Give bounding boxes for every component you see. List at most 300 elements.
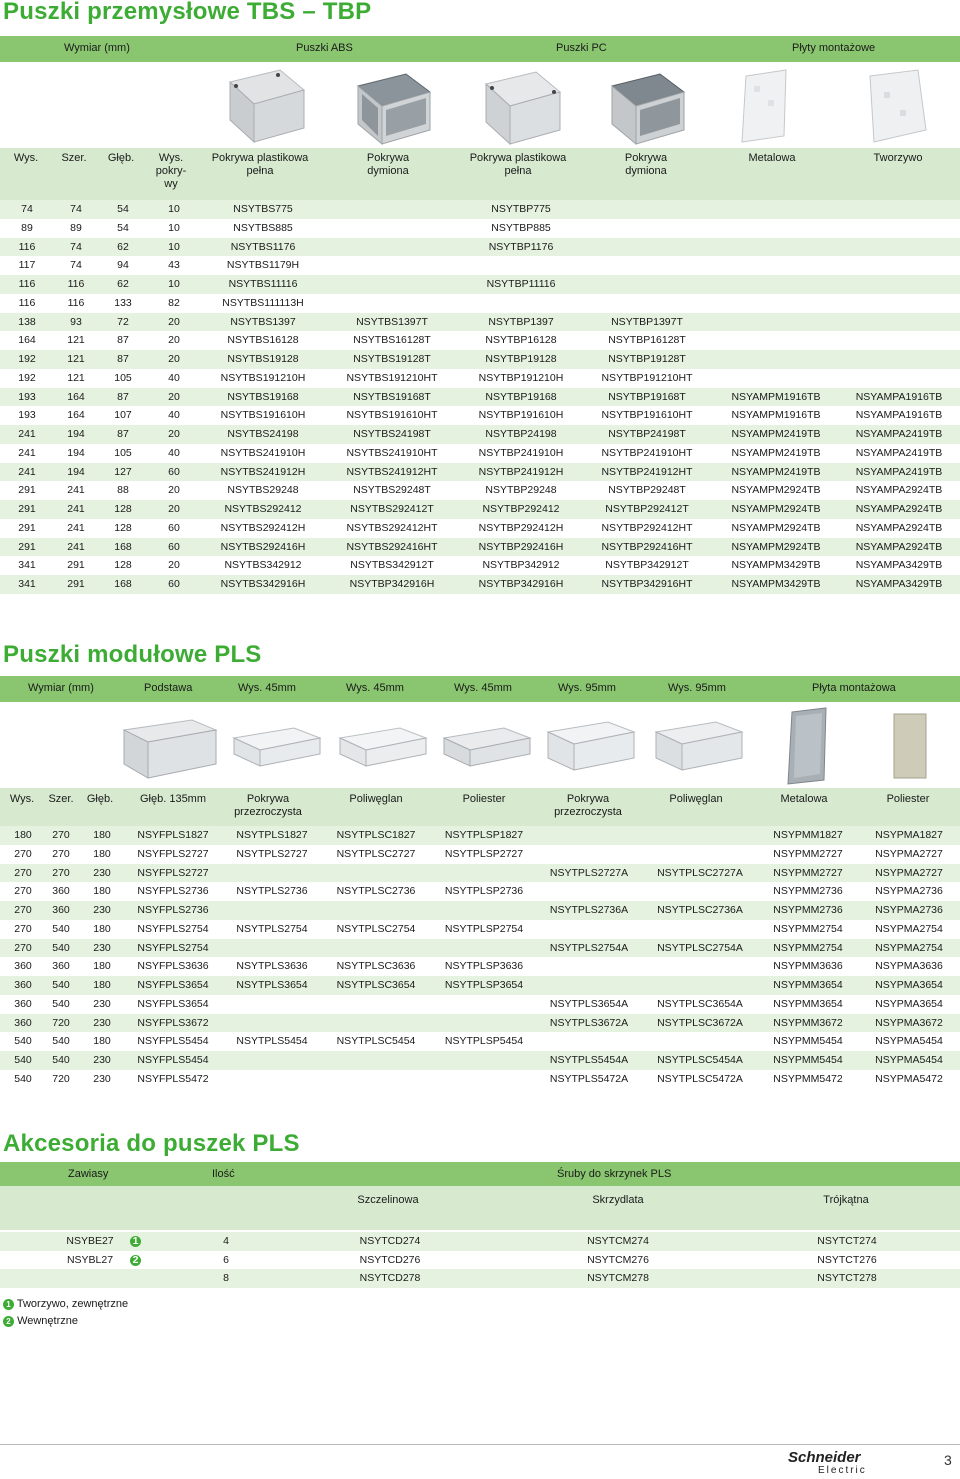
table-cell: NSYFPLS2754 xyxy=(137,922,209,935)
table-cell: 121 xyxy=(67,334,85,347)
note-text: Wewnętrzne xyxy=(17,1315,78,1327)
bar-label: Wys. 95mm xyxy=(558,682,616,694)
table-cell: NSYTBP19128 xyxy=(485,353,557,365)
pls-lid-polyester-image xyxy=(444,728,530,766)
table-cell: NSYTBS292412 xyxy=(224,503,302,515)
page-number: 3 xyxy=(944,1452,952,1468)
table-cell: NSYTBP292416H xyxy=(478,540,564,553)
pls-images-svg xyxy=(0,706,960,786)
table-cell: NSYPMM3654 xyxy=(773,997,843,1010)
table-cell: 241 xyxy=(67,521,85,534)
table-cell: 89 xyxy=(70,221,82,234)
number-badge-icon: 1 xyxy=(3,1299,14,1310)
table-cell: NSYTBS29248 xyxy=(227,484,299,497)
table-cell: 74 xyxy=(70,259,82,272)
table-cell: NSYBL27 xyxy=(66,1253,114,1266)
table-cell: NSYAMPA3429TB xyxy=(855,559,943,572)
pls-header-bar xyxy=(0,676,960,702)
table-cell: 168 xyxy=(114,578,132,590)
col-header: Szczelinowa xyxy=(357,1194,419,1206)
table-cell: 20 xyxy=(168,484,180,497)
table-cell: 10 xyxy=(168,240,180,253)
table-cell: 20 xyxy=(168,503,180,515)
table-row xyxy=(0,350,960,369)
table-cell: 230 xyxy=(93,1016,111,1029)
table-cell: NSYPMA2736 xyxy=(875,885,943,898)
bar-label: Wys. 45mm xyxy=(346,682,404,694)
bar-label: Puszki PC xyxy=(556,42,607,54)
table-cell: NSYPMA2727 xyxy=(875,866,943,879)
table-cell: NSYTBP292412HT xyxy=(601,521,693,534)
table-cell: 360 xyxy=(52,904,70,916)
table-cell: NSYTBP1176 xyxy=(488,240,554,253)
table-cell: 540 xyxy=(52,941,70,954)
table-row xyxy=(0,256,960,275)
col-header: Skrzydlata xyxy=(592,1194,644,1206)
table-cell: NSYPMM1827 xyxy=(773,829,843,841)
table-row xyxy=(0,1251,960,1270)
abs-smoked-box-image xyxy=(358,74,430,144)
table-cell: 720 xyxy=(52,1072,70,1085)
table-cell: NSYTPLSC3636 xyxy=(336,960,416,973)
table-cell: 128 xyxy=(114,503,132,515)
table-row xyxy=(0,275,960,294)
table-cell: NSYTBP1397T xyxy=(611,315,683,328)
table-cell: 291 xyxy=(18,521,36,534)
table-cell: NSYTBS292412H xyxy=(220,521,306,534)
table-row xyxy=(0,388,960,407)
table-cell: NSYTBS16128 xyxy=(227,334,299,347)
acc-title: Akcesoria do puszek PLS xyxy=(3,1130,300,1157)
table-cell: 540 xyxy=(14,1072,32,1085)
table-cell: NSYTPLSP2754 xyxy=(444,922,524,935)
bar-label: Płyty montażowe xyxy=(792,42,876,54)
note-item xyxy=(3,1313,128,1330)
col-header: Wys. xyxy=(9,793,35,805)
table-cell: 241 xyxy=(67,484,85,497)
table-cell: 74 xyxy=(70,203,82,215)
bar-label: Puszki ABS xyxy=(296,42,353,54)
table-cell: 241 xyxy=(67,503,85,515)
table-cell: 230 xyxy=(93,866,111,879)
col-header: Poliwęglan xyxy=(669,793,723,805)
bar-label: Wymiar (mm) xyxy=(64,42,130,54)
table-cell: 168 xyxy=(114,540,132,553)
table-cell: 192 xyxy=(18,371,36,384)
table-cell: NSYTBP342912T xyxy=(605,559,689,572)
table-cell: NSYBE27 xyxy=(66,1235,114,1247)
table-cell: NSYTPLS2736A xyxy=(549,904,629,916)
table-cell: NSYTBS19128 xyxy=(227,353,299,365)
table-cell: NSYTBS29248T xyxy=(353,484,431,497)
pls-column-headers xyxy=(0,788,960,826)
table-cell: 540 xyxy=(52,979,70,991)
table-cell: NSYTBS1397T xyxy=(356,315,428,328)
table-row xyxy=(0,481,960,500)
table-cell: NSYPMA3672 xyxy=(875,1016,943,1029)
table-cell: NSYTPLSP1827 xyxy=(444,829,524,841)
table-cell: NSYTBP342916H xyxy=(349,578,435,590)
table-cell: 164 xyxy=(18,334,36,347)
table-cell: NSYTBS241912H xyxy=(220,465,306,478)
table-cell: 360 xyxy=(14,997,32,1010)
table-cell: 180 xyxy=(93,960,111,973)
table-cell: 107 xyxy=(114,409,132,422)
table-cell: 54 xyxy=(117,203,129,215)
table-row xyxy=(0,1070,960,1089)
table-cell: 74 xyxy=(21,203,33,215)
table-cell: NSYPMM5454 xyxy=(773,1054,843,1066)
table-cell: NSYTBP292412H xyxy=(478,521,564,534)
table-cell: NSYAMPM2419TB xyxy=(731,446,821,459)
table-cell: 230 xyxy=(93,1072,111,1085)
table-cell: 180 xyxy=(93,922,111,935)
table-cell: NSYTPLSC5454A xyxy=(657,1054,743,1066)
tbs-title: Puszki przemysłowe TBS – TBP xyxy=(3,0,372,25)
table-cell: 291 xyxy=(18,503,36,515)
table-row xyxy=(0,864,960,883)
table-cell: 194 xyxy=(67,465,85,478)
table-cell: 540 xyxy=(52,997,70,1010)
table-cell: NSYTBP16128 xyxy=(485,334,557,347)
table-cell: NSYTCD274 xyxy=(359,1235,421,1247)
table-cell: NSYAMPA2419TB xyxy=(855,428,943,440)
table-cell: NSYTPLSP3636 xyxy=(444,960,524,973)
table-cell: 88 xyxy=(117,484,129,497)
table-cell: NSYTBS19128T xyxy=(353,353,431,365)
pls-table xyxy=(0,826,960,1089)
table-cell: 540 xyxy=(52,922,70,935)
table-row xyxy=(0,995,960,1014)
pls-lid-transparent-image xyxy=(234,728,320,766)
table-row xyxy=(0,444,960,463)
table-cell: NSYTCM274 xyxy=(587,1235,649,1247)
table-cell: NSYTBP241912HT xyxy=(601,465,693,478)
bar-label: Śruby do skrzynek PLS xyxy=(557,1168,672,1180)
table-cell: NSYPMA3654 xyxy=(875,997,943,1010)
table-cell: 20 xyxy=(168,428,180,440)
bar-label: Podstawa xyxy=(144,682,193,694)
table-cell: 270 xyxy=(14,866,32,879)
table-cell: NSYTBS191210H xyxy=(220,371,306,384)
table-cell: NSYPMA2736 xyxy=(875,904,943,916)
table-cell: NSYTBP19168 xyxy=(485,390,557,403)
table-cell: NSYAMPA2924TB xyxy=(855,503,943,515)
table-row xyxy=(0,826,960,845)
table-cell: NSYAMPM3429TB xyxy=(731,559,821,572)
table-cell: 60 xyxy=(168,521,180,534)
table-cell: 180 xyxy=(93,979,111,991)
table-cell: 87 xyxy=(117,390,129,403)
table-cell: NSYTBP775 xyxy=(491,203,551,215)
note-text: Tworzywo, zewnętrzne xyxy=(16,1298,129,1310)
table-cell: NSYTPLS2754 xyxy=(236,922,308,935)
table-cell: NSYTBP191610H xyxy=(478,409,564,422)
table-cell: NSYTBP342912 xyxy=(482,559,560,572)
table-cell: 62 xyxy=(117,278,129,290)
table-cell: NSYTPLSP5454 xyxy=(444,1035,524,1048)
col-header: Wys. pokry- wy xyxy=(155,152,187,190)
table-cell: 540 xyxy=(14,1035,32,1048)
table-cell: 180 xyxy=(93,847,111,860)
table-cell: 193 xyxy=(18,390,36,403)
table-cell: 20 xyxy=(168,559,180,572)
table-row xyxy=(0,1051,960,1070)
col-header: Pokrywa dymiona xyxy=(624,152,668,177)
table-cell: NSYFPLS2736 xyxy=(137,885,209,898)
table-cell: NSYFPLS3654 xyxy=(137,997,209,1010)
table-cell: 10 xyxy=(168,278,180,290)
table-cell: 540 xyxy=(14,1054,32,1066)
plastic-plate-image xyxy=(870,70,926,142)
table-cell: NSYTPLS3654A xyxy=(549,997,629,1010)
col-header: Pokrywa plastikowa pełna xyxy=(469,152,567,177)
table-cell: 116 xyxy=(67,278,85,290)
table-cell: 116 xyxy=(67,296,85,309)
table-cell: NSYTCD276 xyxy=(359,1253,421,1266)
table-cell: 194 xyxy=(67,428,85,440)
pls-lid95-pc-image xyxy=(656,722,742,770)
table-cell: NSYAMPA2419TB xyxy=(855,465,943,478)
table-cell: NSYTPLS2754A xyxy=(549,941,629,954)
pls-lid95-transparent-image xyxy=(548,722,634,770)
acc-header-bar xyxy=(0,1162,960,1186)
table-cell: NSYTPLSP2727 xyxy=(444,847,524,860)
table-cell: NSYPMM2754 xyxy=(773,922,843,935)
table-cell: 87 xyxy=(117,334,129,347)
table-cell: 4 xyxy=(223,1235,229,1247)
table-cell: 180 xyxy=(93,885,111,898)
table-cell: NSYTPLS3636 xyxy=(236,960,308,973)
table-cell: NSYPMA5454 xyxy=(875,1054,943,1066)
table-cell: 40 xyxy=(168,409,180,422)
table-cell: NSYTPLSC2754 xyxy=(336,922,416,935)
table-cell: NSYTBS1397 xyxy=(230,315,296,328)
table-cell: NSYPMA2754 xyxy=(875,922,943,935)
table-row xyxy=(0,556,960,575)
table-cell: NSYFPLS5454 xyxy=(137,1054,209,1066)
number-badge-icon: 2 xyxy=(3,1316,14,1327)
table-row xyxy=(0,331,960,350)
table-cell: 270 xyxy=(14,885,32,898)
table-cell: NSYTBP29248 xyxy=(485,484,557,497)
table-row xyxy=(0,1269,960,1288)
table-cell: NSYPMA1827 xyxy=(875,829,943,841)
table-cell: 116 xyxy=(18,278,36,290)
table-cell: 6 xyxy=(223,1253,229,1266)
table-cell: NSYPMM5454 xyxy=(773,1035,843,1048)
pls-lid-pc-image xyxy=(340,728,426,766)
table-cell: NSYTBP16128T xyxy=(608,334,686,347)
table-row xyxy=(0,1232,960,1251)
table-cell: NSYTPLSC5454 xyxy=(336,1035,416,1048)
table-cell: NSYTBP191610HT xyxy=(601,409,693,422)
table-cell: 72 xyxy=(117,315,129,328)
tbs-product-images xyxy=(0,66,960,146)
number-badge-icon: 1 xyxy=(130,1236,141,1247)
table-row xyxy=(0,463,960,482)
bar-label: Ilość xyxy=(212,1168,235,1180)
table-cell: NSYTBS292416HT xyxy=(346,540,438,553)
table-cell: 194 xyxy=(67,446,85,459)
bar-label: Wys. 45mm xyxy=(238,682,296,694)
table-cell: NSYTPLS5454A xyxy=(549,1054,629,1066)
footer-divider xyxy=(0,1444,960,1445)
table-cell: NSYTBP24198T xyxy=(608,428,686,440)
bar-label: Wymiar (mm) xyxy=(28,682,94,694)
table-cell: NSYAMPA1916TB xyxy=(855,409,943,422)
table-cell: NSYAMPM3429TB xyxy=(731,578,821,590)
table-cell: NSYTPLSC2754A xyxy=(657,941,743,954)
table-cell: NSYAMPA2924TB xyxy=(855,484,943,497)
table-cell: NSYTPLS2727 xyxy=(236,847,308,860)
table-cell: NSYPMA5472 xyxy=(875,1072,943,1085)
table-cell: NSYTCD278 xyxy=(359,1272,421,1284)
table-cell: 133 xyxy=(114,296,132,309)
table-cell: 164 xyxy=(67,390,85,403)
col-header: Głęb. 135mm xyxy=(139,793,207,805)
table-cell: NSYFPLS1827 xyxy=(137,829,209,841)
table-cell: 20 xyxy=(168,315,180,328)
table-row xyxy=(0,406,960,425)
table-cell: 87 xyxy=(117,428,129,440)
table-cell: NSYTBP292412T xyxy=(605,503,689,515)
table-row xyxy=(0,901,960,920)
table-cell: 105 xyxy=(114,446,132,459)
table-cell: 341 xyxy=(18,559,36,572)
table-cell: 121 xyxy=(67,353,85,365)
table-cell: NSYTBP342916H xyxy=(478,578,564,590)
table-cell: NSYFPLS2754 xyxy=(137,941,209,954)
table-cell: NSYAMPA2924TB xyxy=(855,540,943,553)
table-cell: NSYTBS342916H xyxy=(220,578,306,590)
metal-plate-image xyxy=(742,70,786,142)
col-header: Poliester xyxy=(462,793,506,805)
table-cell: NSYTPLS2736 xyxy=(236,885,308,898)
col-header: Poliester xyxy=(886,793,930,805)
table-cell: 230 xyxy=(93,1054,111,1066)
table-cell: 105 xyxy=(114,371,132,384)
table-cell: NSYTPLSC3672A xyxy=(657,1016,743,1029)
table-cell: 164 xyxy=(67,409,85,422)
table-cell: 291 xyxy=(18,540,36,553)
table-cell: 121 xyxy=(67,371,85,384)
table-cell: 43 xyxy=(168,259,180,272)
table-cell: NSYTBS241912HT xyxy=(346,465,438,478)
table-cell: NSYTPLSC2727A xyxy=(657,866,743,879)
table-row xyxy=(0,1014,960,1033)
table-cell: NSYFPLS2727 xyxy=(137,847,209,860)
table-row xyxy=(0,369,960,388)
pc-box-image xyxy=(486,72,560,144)
table-row xyxy=(0,519,960,538)
table-cell: 291 xyxy=(67,559,85,572)
table-row xyxy=(0,238,960,257)
table-cell: NSYTPLS1827 xyxy=(236,829,308,841)
table-cell: NSYAMPM2924TB xyxy=(731,503,821,515)
col-header: Metalowa xyxy=(748,152,796,164)
col-header: Metalowa xyxy=(780,793,828,805)
table-cell: NSYAMPM2924TB xyxy=(731,521,821,534)
table-cell: 360 xyxy=(14,1016,32,1029)
table-cell: NSYAMPM2419TB xyxy=(731,465,821,478)
table-cell: NSYTCM276 xyxy=(587,1253,649,1266)
table-cell: NSYTBS775 xyxy=(233,203,293,215)
table-cell: 40 xyxy=(168,371,180,384)
table-cell: 241 xyxy=(18,465,36,478)
col-header: Pokrywa dymiona xyxy=(366,152,410,177)
table-cell: 8 xyxy=(223,1272,229,1284)
table-cell: 230 xyxy=(93,941,111,954)
table-cell: NSYAMPA2419TB xyxy=(855,446,943,459)
table-row xyxy=(0,575,960,594)
table-cell: NSYAMPA2924TB xyxy=(855,521,943,534)
table-cell: NSYTBP1397 xyxy=(488,315,554,328)
table-cell: 291 xyxy=(67,578,85,590)
table-cell: NSYPMM5472 xyxy=(773,1072,843,1085)
table-row xyxy=(0,920,960,939)
table-cell: NSYFPLS5472 xyxy=(137,1072,209,1085)
col-header: Pokrywa plastikowa pełna xyxy=(211,152,309,177)
table-cell: 93 xyxy=(70,315,82,328)
note-item xyxy=(3,1296,128,1313)
table-cell: NSYTBP191210H xyxy=(478,371,564,384)
table-cell: NSYTBS292416H xyxy=(220,540,306,553)
table-cell: 270 xyxy=(14,847,32,860)
table-cell: 82 xyxy=(168,296,180,309)
table-cell: NSYTCT278 xyxy=(817,1272,877,1284)
table-cell: 180 xyxy=(93,829,111,841)
table-cell: 540 xyxy=(52,1054,70,1066)
table-cell: NSYPMA2754 xyxy=(875,941,943,954)
table-cell: NSYTBS16128T xyxy=(353,334,431,347)
table-cell: NSYTPLS5472A xyxy=(549,1072,629,1085)
table-cell: 128 xyxy=(114,521,132,534)
table-cell: 193 xyxy=(18,409,36,422)
table-cell: NSYTBS292412T xyxy=(350,503,434,515)
table-cell: NSYFPLS2736 xyxy=(137,904,209,916)
table-cell: 230 xyxy=(93,997,111,1010)
table-cell: NSYTBS342912 xyxy=(224,559,302,572)
col-header: Pokrywa przezroczysta xyxy=(554,793,622,818)
acc-table xyxy=(0,1232,960,1288)
col-header: Szer. xyxy=(61,152,87,164)
table-cell: NSYAMPM2419TB xyxy=(731,428,821,440)
pls-metal-plate-image xyxy=(788,708,826,784)
table-row xyxy=(0,882,960,901)
table-cell: 10 xyxy=(168,203,180,215)
table-cell: NSYTBP191210HT xyxy=(601,371,693,384)
table-cell: 74 xyxy=(70,240,82,253)
col-header: Tworzywo xyxy=(873,152,923,164)
tbs-header-bar xyxy=(0,36,960,62)
table-cell: NSYTPLSC3654 xyxy=(336,979,416,991)
col-header: Wys. xyxy=(13,152,39,164)
table-row xyxy=(0,939,960,958)
table-cell: 192 xyxy=(18,353,36,365)
table-cell: NSYTBS885 xyxy=(233,221,293,234)
table-cell: NSYTPLSC2736A xyxy=(657,904,743,916)
pls-polyester-plate-image xyxy=(894,714,926,778)
table-cell: NSYPMM2727 xyxy=(773,866,843,879)
table-row xyxy=(0,1032,960,1051)
table-cell: 270 xyxy=(14,941,32,954)
table-row xyxy=(0,500,960,519)
table-cell: NSYPMM2754 xyxy=(773,941,843,954)
table-cell: 291 xyxy=(18,484,36,497)
table-row xyxy=(0,957,960,976)
table-cell: NSYTBS191610H xyxy=(220,409,306,422)
